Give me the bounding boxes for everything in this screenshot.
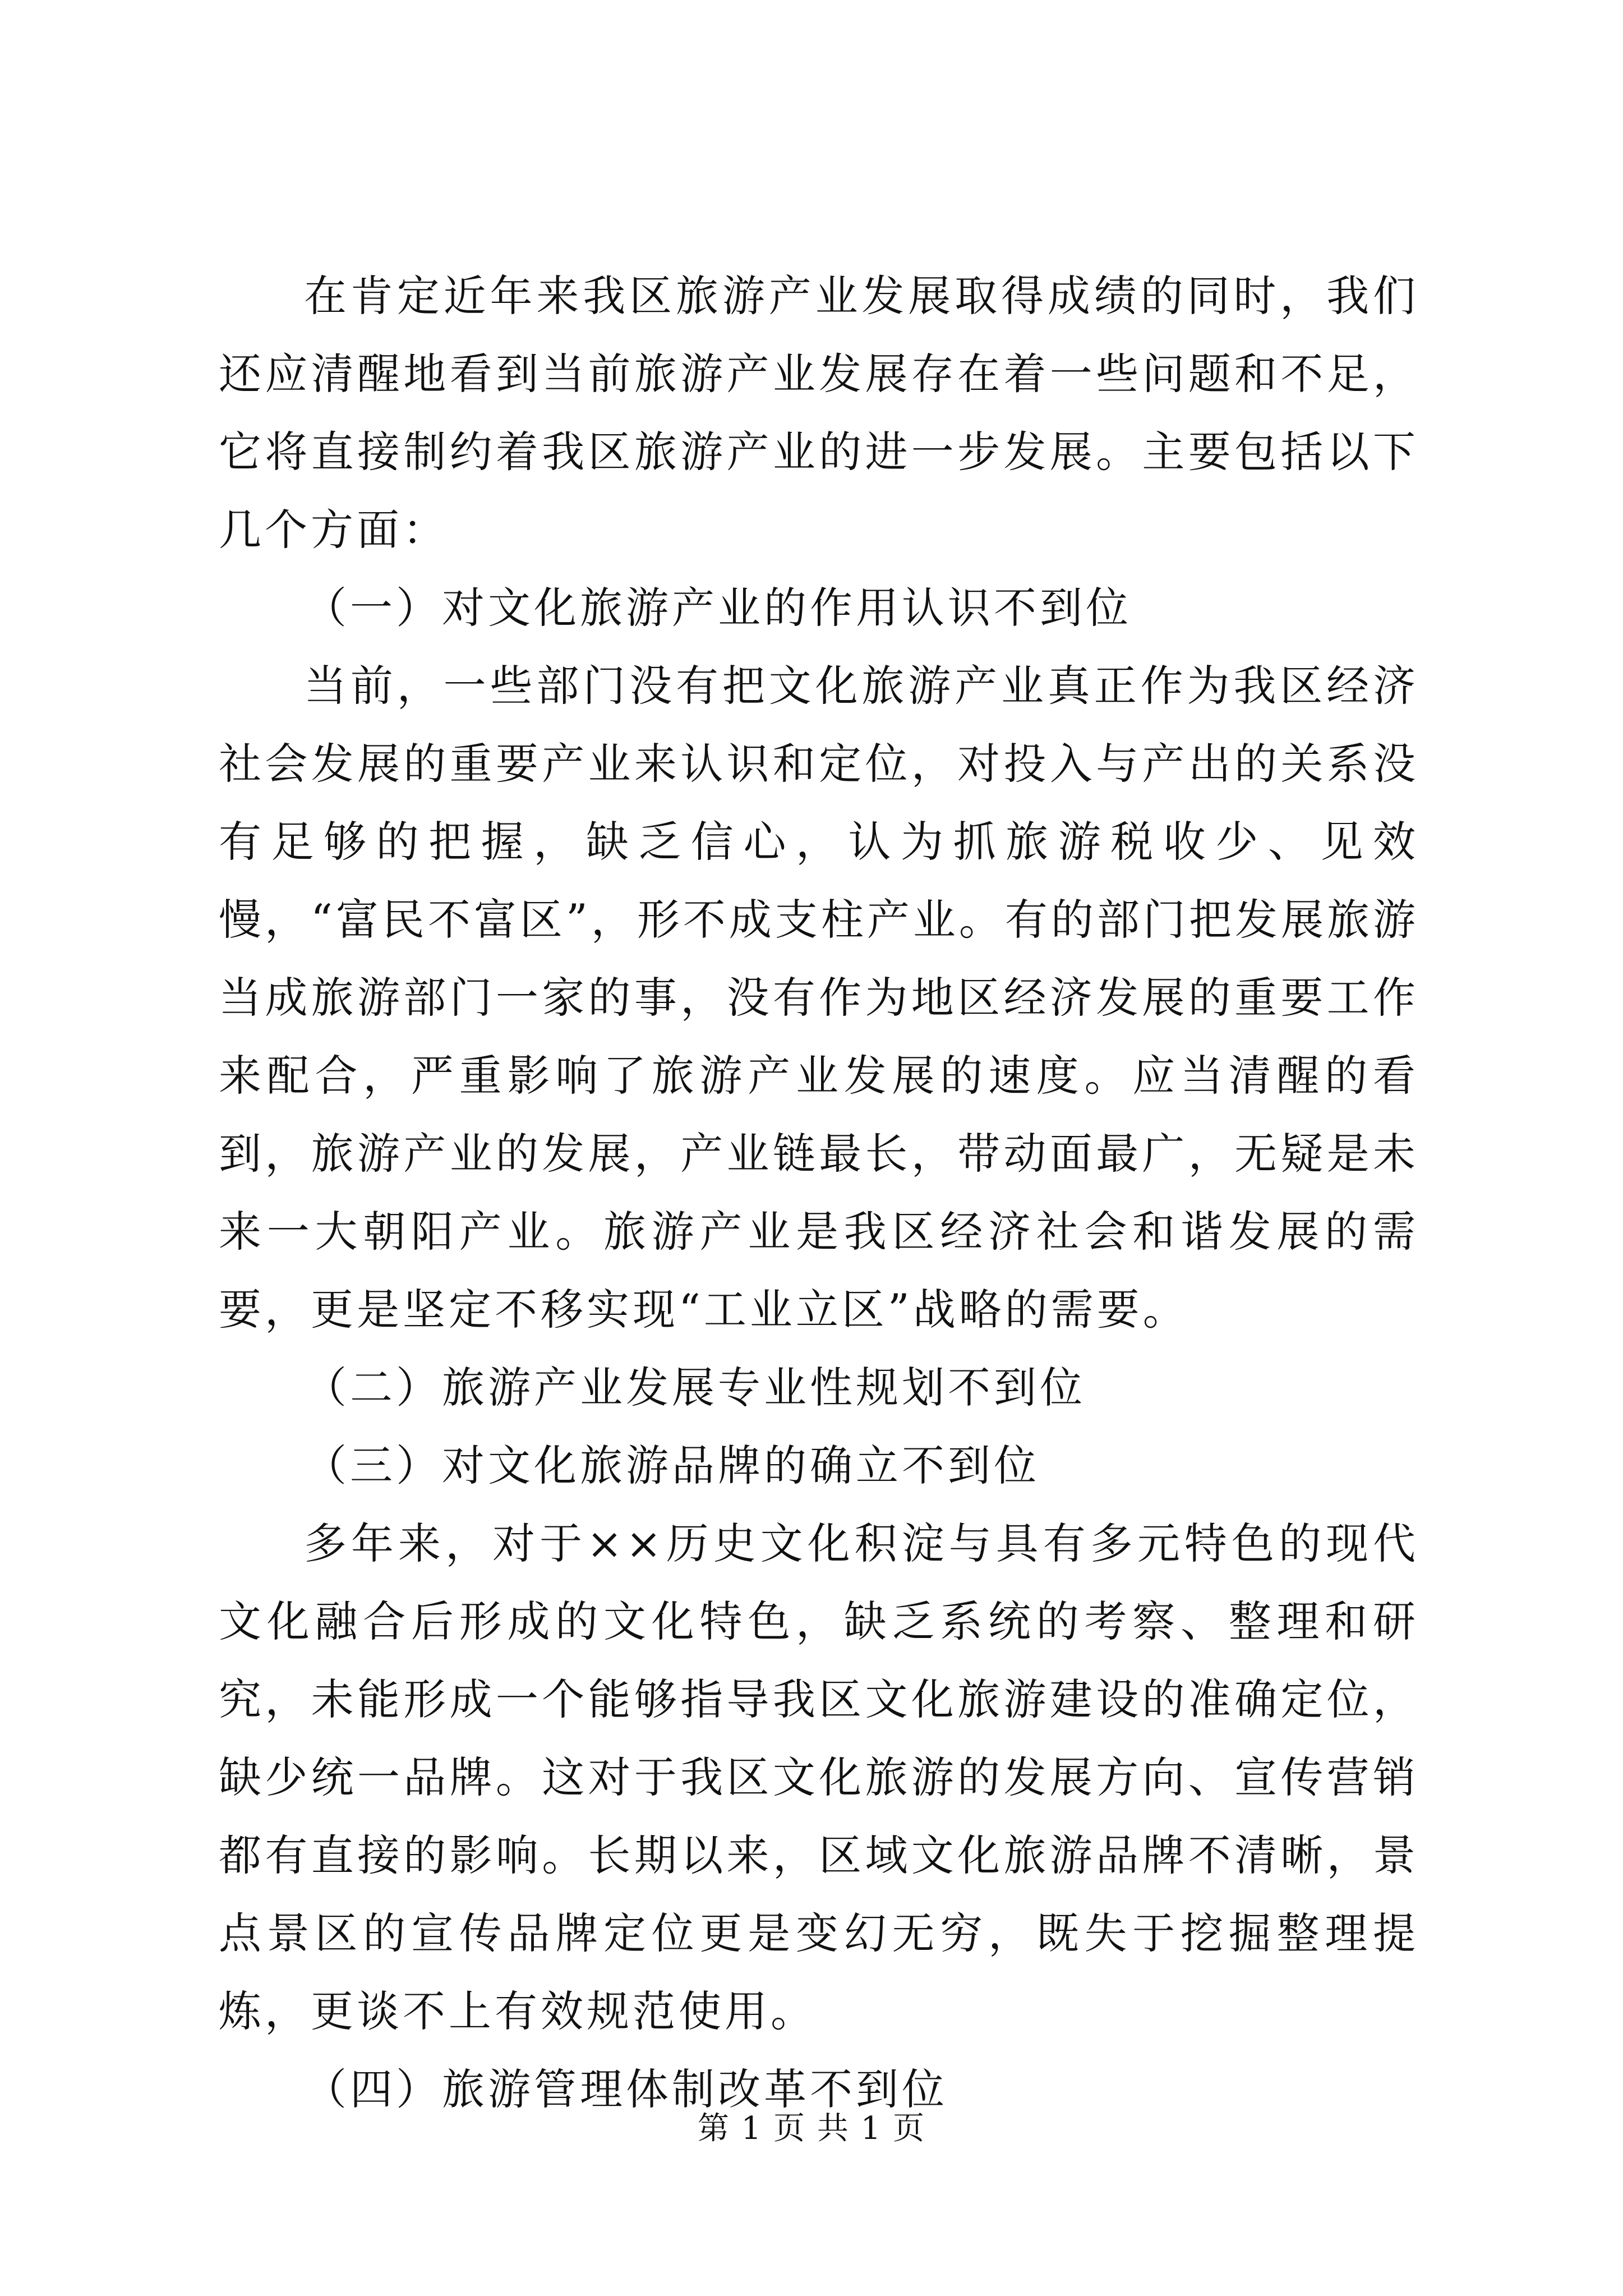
section-heading-2: （二）旅游产业发展专业性规划不到位 [304, 1363, 1086, 1412]
paragraph-section-1: 当前，一些部门没有把文化旅游产业真正作为我区经济社会发展的重要产业来认识和定位，对投入与产出的关系没有足够的把握，缺乏信心，认为抓旅游税收少、见效慢，“富民不富区”，形不成支柱产业。有的部门把发展旅游当成旅游部门一家的事，没有作为地区经济发展的重要工作来配合，严重影响了旅游产业发展的速度。应当清醒的看到，旅游产业的发展，产业链最长，带动面最广，无疑是未来一大朝阳产业。旅游产业是我区经济社会和谐发展的需要，更是坚定不移实现“工业立区”战略的需要。 [219, 661, 1419, 1335]
page-number-footer: 第 1 页 共 1 页 [697, 2110, 926, 2147]
section-heading-4: （四）旅游管理体制改革不到位 [304, 2064, 948, 2114]
paragraph-section-3: 多年来，对于××历史文化积淀与具有多元特色的现代文化融合后形成的文化特色，缺乏系统的考察、整理和研究，未能形成一个能够指导我区文化旅游建设的准确定位，缺少统一品牌。这对于我区文化旅游的发展方向、宣传营销都有直接的影响。长期以来，区域文化旅游品牌不清晰，景点景区的宣传品牌定位更是变幻无穷，既失于挖掘整理提炼，更谈不上有效规范使用。 [219, 1519, 1419, 2036]
section-heading-1: （一）对文化旅游产业的作用认识不到位 [304, 583, 1132, 633]
section-heading-3: （三）对文化旅游品牌的确立不到位 [304, 1441, 1040, 1490]
paragraph-intro: 在肯定近年来我区旅游产业发展取得成绩的同时，我们还应清醒地看到当前旅游产业发展存在着一些问题和不足，它将直接制约着我区旅游产业的进一步发展。主要包括以下几个方面： [219, 271, 1419, 555]
document-body [219, 257, 1419, 2128]
